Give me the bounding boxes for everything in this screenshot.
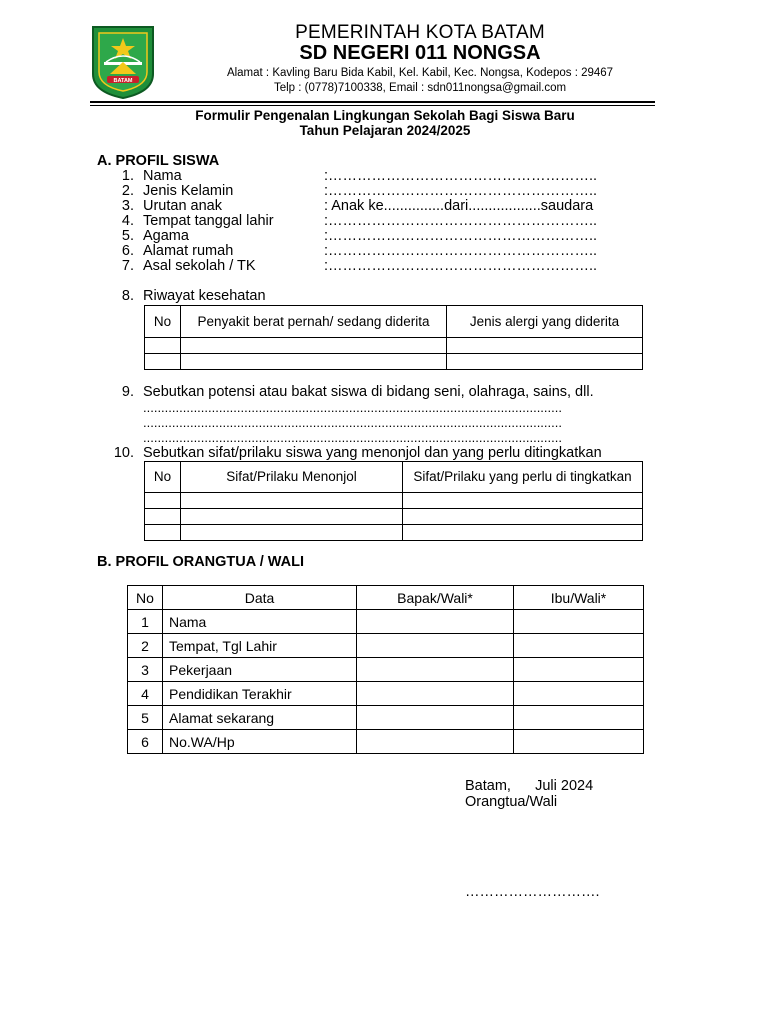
form-academic-year: Tahun Pelajaran 2024/2025 [299, 123, 471, 138]
behavior-label: 10. Sebutkan sifat/prilaku siswa yang menonjol dan yang perlu ditingkatkan [113, 445, 602, 461]
parent-col-father: Bapak/Wali* [357, 586, 514, 610]
table-row: 4 Pendidikan Terakhir [128, 682, 644, 706]
section-a-heading: A. PROFIL SISWA [97, 153, 220, 169]
field-row-asal-sekolah: 7. Asal sekolah / TK :……………………………………………….. [121, 258, 598, 274]
signature-place-date: Batam, Juli 2024 [465, 778, 594, 794]
batam-city-emblem [90, 24, 156, 100]
table-row [145, 509, 643, 525]
table-row: 6 No.WA/Hp [128, 730, 644, 754]
field-row-nama: 1. Nama :……………………………………………….. [121, 168, 598, 184]
field-row-jenis-kelamin: 2. Jenis Kelamin :……………………………………………….. [121, 183, 598, 199]
header-government: PEMERINTAH KOTA BATAM [295, 22, 545, 43]
parent-table [127, 585, 644, 754]
logo-text: BATAM [113, 78, 133, 84]
table-row: 1 Nama [128, 610, 644, 634]
field-value[interactable]: :……………………………………………….. [324, 213, 598, 229]
behavior-col-prominent: Sifat/Prilaku Menonjol [181, 462, 403, 493]
field-value[interactable]: : Anak ke...............dari..................saudara [324, 198, 594, 214]
health-col-allergy: Jenis alergi yang diderita [447, 306, 643, 338]
potential-line-3[interactable]: .................................................................................................................... [143, 430, 562, 445]
health-col-disease: Penyakit berat pernah/ sedang diderita [181, 306, 447, 338]
field-value[interactable]: :……………………………………………….. [324, 183, 598, 199]
table-row [145, 354, 643, 370]
potential-line-2[interactable]: .................................................................................................................... [143, 415, 562, 430]
health-col-no: No [145, 306, 181, 338]
header-school-name: SD NEGERI 011 NONGSA [299, 42, 541, 64]
behavior-col-no: No [145, 462, 181, 493]
field-row-tempat-tanggal-lahir: 4. Tempat tanggal lahir :……………………………………………….. [121, 213, 598, 229]
field-value[interactable]: :……………………………………………….. [324, 258, 598, 274]
table-row: 5 Alamat sekarang [128, 706, 644, 730]
header-address: Alamat : Kavling Baru Bida Kabil, Kel. Kabil, Kec. Nongsa, Kodepos : 29467 [226, 67, 614, 79]
behavior-col-improve: Sifat/Prilaku yang perlu di tingkatkan [403, 462, 643, 493]
table-row [145, 338, 643, 354]
parent-col-no: No [128, 586, 163, 610]
table-row [145, 525, 643, 541]
table-row: 2 Tempat, Tgl Lahir [128, 634, 644, 658]
health-table [144, 305, 643, 370]
field-value[interactable]: :……………………………………………….. [324, 228, 598, 244]
header-rule-thin [90, 105, 655, 106]
field-row-urutan-anak: 3. Urutan anak : Anak ke...............dari..................saudara [121, 198, 594, 214]
parent-col-mother: Ibu/Wali* [514, 586, 644, 610]
field-value[interactable]: :……………………………………………….. [324, 168, 598, 184]
field-row-alamat-rumah: 6. Alamat rumah :……………………………………………….. [121, 243, 598, 259]
section-b-heading: B. PROFIL ORANGTUA / WALI [97, 554, 305, 570]
signature-role: Orangtua/Wali [465, 794, 558, 810]
header-rule-thick [90, 101, 655, 103]
header-contact: Telp : (0778)7100338, Email : sdn011nongsa@gmail.com [273, 82, 567, 94]
signature-line[interactable]: ………………………. [465, 884, 600, 900]
potential-line-1[interactable]: .................................................................................................................... [143, 400, 562, 415]
potential-label: 9. Sebutkan potensi atau bakat siswa di bidang seni, olahraga, sains, dll. [121, 384, 594, 400]
table-row [145, 493, 643, 509]
field-row-agama: 5. Agama :……………………………………………….. [121, 228, 598, 244]
form-title: Formulir Pengenalan Lingkungan Sekolah Bagi Siswa Baru [195, 108, 575, 123]
field-value[interactable]: :……………………………………………….. [324, 243, 598, 259]
table-row: 3 Pekerjaan [128, 658, 644, 682]
behavior-table [144, 461, 643, 541]
parent-col-data: Data [163, 586, 357, 610]
health-history-label: 8. Riwayat kesehatan [121, 288, 266, 304]
